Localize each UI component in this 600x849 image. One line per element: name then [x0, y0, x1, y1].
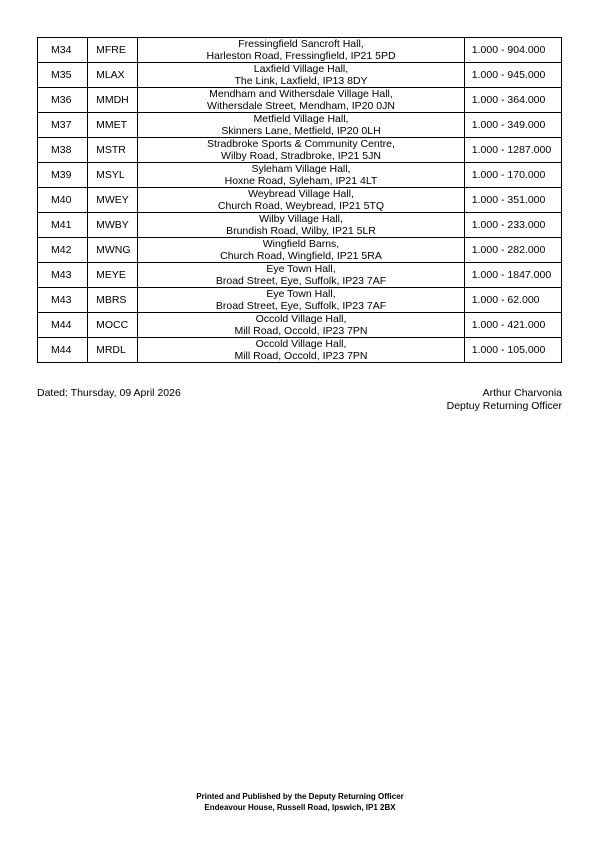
elector-range: 1.000 - 349.000 [464, 113, 561, 138]
polling-station [138, 38, 465, 63]
dated-text: Dated: Thursday, 09 April 2026 [37, 387, 181, 399]
signature-block [447, 387, 562, 413]
elector-range: 1.000 - 351.000 [464, 188, 561, 213]
station-address: The Link, Laxfield, IP13 8DY [234, 75, 368, 87]
table-row [38, 313, 562, 338]
polling-station [138, 163, 465, 188]
table-row [38, 38, 562, 63]
station-name: Metfield Village Hall, [253, 113, 349, 125]
ward-number: M44 [38, 338, 88, 363]
station-address: Mill Road, Occold, IP23 7PN [234, 350, 368, 362]
station-address: Church Road, Wingfield, IP21 5RA [220, 250, 382, 262]
station-address: Church Road, Weybread, IP21 5TQ [217, 200, 385, 212]
table-row [38, 88, 562, 113]
polling-district-code: MWNG [88, 238, 138, 263]
station-name: Stradbroke Sports & Community Centre, [207, 138, 395, 150]
polling-stations-body [38, 38, 562, 363]
station-address: Hoxne Road, Syleham, IP21 4LT [224, 175, 378, 187]
station-name: Wilby Village Hall, [259, 213, 343, 225]
station-address: Broad Street, Eye, Suffolk, IP23 7AF [215, 300, 387, 312]
polling-district-code: MWBY [88, 213, 138, 238]
elector-range: 1.000 - 105.000 [464, 338, 561, 363]
polling-district-code: MSTR [88, 138, 138, 163]
elector-range: 1.000 - 170.000 [464, 163, 561, 188]
table-row [38, 288, 562, 313]
elector-range: 1.000 - 945.000 [464, 63, 561, 88]
polling-station [138, 288, 465, 313]
station-address: Brundish Road, Wilby, IP21 5LR [226, 225, 376, 237]
elector-range: 1.000 - 421.000 [464, 313, 561, 338]
polling-district-code: MSYL [88, 163, 138, 188]
publisher-footer [0, 791, 600, 813]
signatory-title: Deptuy Returning Officer [446, 400, 562, 412]
ward-number: M37 [38, 113, 88, 138]
ward-number: M41 [38, 213, 88, 238]
polling-district-code: MFRE [88, 38, 138, 63]
polling-district-code: MEYE [88, 263, 138, 288]
elector-range: 1.000 - 364.000 [464, 88, 561, 113]
table-row [38, 213, 562, 238]
polling-stations-table [37, 37, 562, 363]
polling-station [138, 88, 465, 113]
elector-range: 1.000 - 282.000 [464, 238, 561, 263]
table-row [38, 63, 562, 88]
polling-district-code: MLAX [88, 63, 138, 88]
station-address: Withersdale Street, Mendham, IP20 0JN [207, 100, 395, 112]
ward-number: M39 [38, 163, 88, 188]
ward-number: M36 [38, 88, 88, 113]
polling-district-code: MOCC [88, 313, 138, 338]
table-row [38, 238, 562, 263]
polling-station [138, 238, 465, 263]
ward-number: M42 [38, 238, 88, 263]
table-row [38, 338, 562, 363]
elector-range: 1.000 - 904.000 [464, 38, 561, 63]
ward-number: M40 [38, 188, 88, 213]
elector-range: 1.000 - 62.000 [464, 288, 561, 313]
station-name: Wingfield Barns, [262, 238, 340, 250]
station-name: Mendham and Withersdale Village Hall, [209, 88, 393, 100]
station-address: Skinners Lane, Metfield, IP20 0LH [221, 125, 381, 137]
footer-publisher: Printed and Published by the Deputy Returning Officer [196, 792, 404, 801]
polling-station [138, 338, 465, 363]
elector-range: 1.000 - 1287.000 [464, 138, 561, 163]
polling-district-code: MRDL [88, 338, 138, 363]
polling-station [138, 138, 465, 163]
station-name: Occold Village Hall, [255, 338, 347, 350]
footer-address: Endeavour House, Russell Road, Ipswich, IP1 2BX [204, 803, 396, 812]
station-name: Occold Village Hall, [255, 313, 347, 325]
polling-station [138, 63, 465, 88]
polling-station [138, 313, 465, 338]
signatory-name: Arthur Charvonia [482, 387, 562, 399]
ward-number: M43 [38, 263, 88, 288]
station-name: Syleham Village Hall, [251, 163, 351, 175]
ward-number: M44 [38, 313, 88, 338]
polling-station [138, 113, 465, 138]
station-address: Mill Road, Occold, IP23 7PN [234, 325, 368, 337]
elector-range: 1.000 - 233.000 [464, 213, 561, 238]
ward-number: M38 [38, 138, 88, 163]
station-name: Laxfield Village Hall, [253, 63, 349, 75]
table-row [38, 138, 562, 163]
table-row [38, 263, 562, 288]
station-name: Weybread Village Hall, [248, 188, 354, 200]
polling-district-code: MMDH [88, 88, 138, 113]
polling-district-code: MMET [88, 113, 138, 138]
polling-district-code: MBRS [88, 288, 138, 313]
station-name: Fressingfield Sancroft Hall, [238, 38, 364, 50]
station-address: Wilby Road, Stradbroke, IP21 5JN [221, 150, 381, 162]
ward-number: M43 [38, 288, 88, 313]
table-row [38, 188, 562, 213]
table-row [38, 113, 562, 138]
polling-station [138, 263, 465, 288]
station-name: Eye Town Hall, [266, 263, 336, 275]
polling-district-code: MWEY [88, 188, 138, 213]
ward-number: M35 [38, 63, 88, 88]
station-address: Broad Street, Eye, Suffolk, IP23 7AF [215, 275, 387, 287]
ward-number: M34 [38, 38, 88, 63]
polling-station [138, 188, 465, 213]
elector-range: 1.000 - 1847.000 [464, 263, 561, 288]
table-row [38, 163, 562, 188]
station-name: Eye Town Hall, [266, 288, 336, 300]
station-address: Harleston Road, Fressingfield, IP21 5PD [206, 50, 396, 62]
polling-station [138, 213, 465, 238]
